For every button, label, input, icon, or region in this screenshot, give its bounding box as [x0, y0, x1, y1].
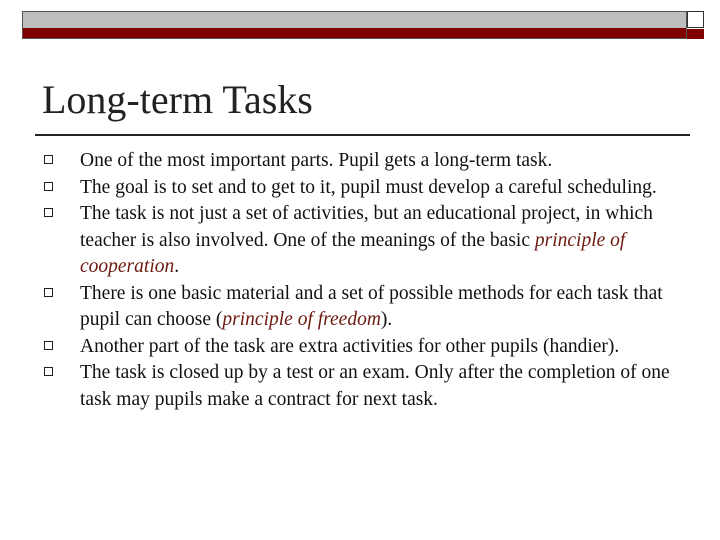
square-bullet-icon [44, 208, 53, 217]
bullet-list [40, 148, 680, 413]
corner-decoration [685, 11, 707, 39]
bullet-text: The task is not just a set of activities, but an educational project, in which teacher is also involved. One of the meanings of the basic [80, 203, 653, 251]
slide-title: Long-term Tasks [42, 77, 313, 122]
header-red-stripe [23, 28, 686, 38]
bullet-text: Another part of the task are extra activities for other pupils (handier). [80, 335, 620, 357]
bullet-item [40, 148, 680, 175]
bullet-text: There is one basic material and a set of possible methods for each task that pupil can choose ( [80, 282, 663, 330]
bullet-text-tail: ). [380, 309, 393, 330]
header-gray-stripe [23, 12, 686, 29]
bullet-item [40, 334, 680, 361]
square-bullet-icon [44, 341, 53, 350]
bullet-item [40, 281, 680, 334]
square-bullet-icon [44, 155, 53, 164]
bullet-text: The task is closed up by a test or an exam. Only after the completion of one task may pupils make a contract for next task. [80, 362, 670, 410]
corner-red-block [687, 29, 704, 39]
bullet-text-tail: . [174, 256, 180, 277]
title-underline [35, 134, 690, 136]
bullet-item [40, 175, 680, 202]
square-bullet-icon [44, 367, 53, 376]
emphasis-text: principle of cooperation [80, 229, 626, 277]
bullet-text: One of the most important parts. Pupil gets a long-term task. [80, 150, 553, 171]
bullet-item [40, 360, 680, 413]
bullet-text: The goal is to set and to get to it, pupil must develop a careful scheduling. [80, 176, 657, 198]
bullet-item [40, 201, 680, 281]
square-bullet-icon [44, 288, 53, 297]
emphasis-text: principle of freedom [222, 309, 381, 330]
corner-square-icon [687, 11, 704, 28]
square-bullet-icon [44, 182, 53, 191]
header-decoration-bar [22, 11, 687, 39]
